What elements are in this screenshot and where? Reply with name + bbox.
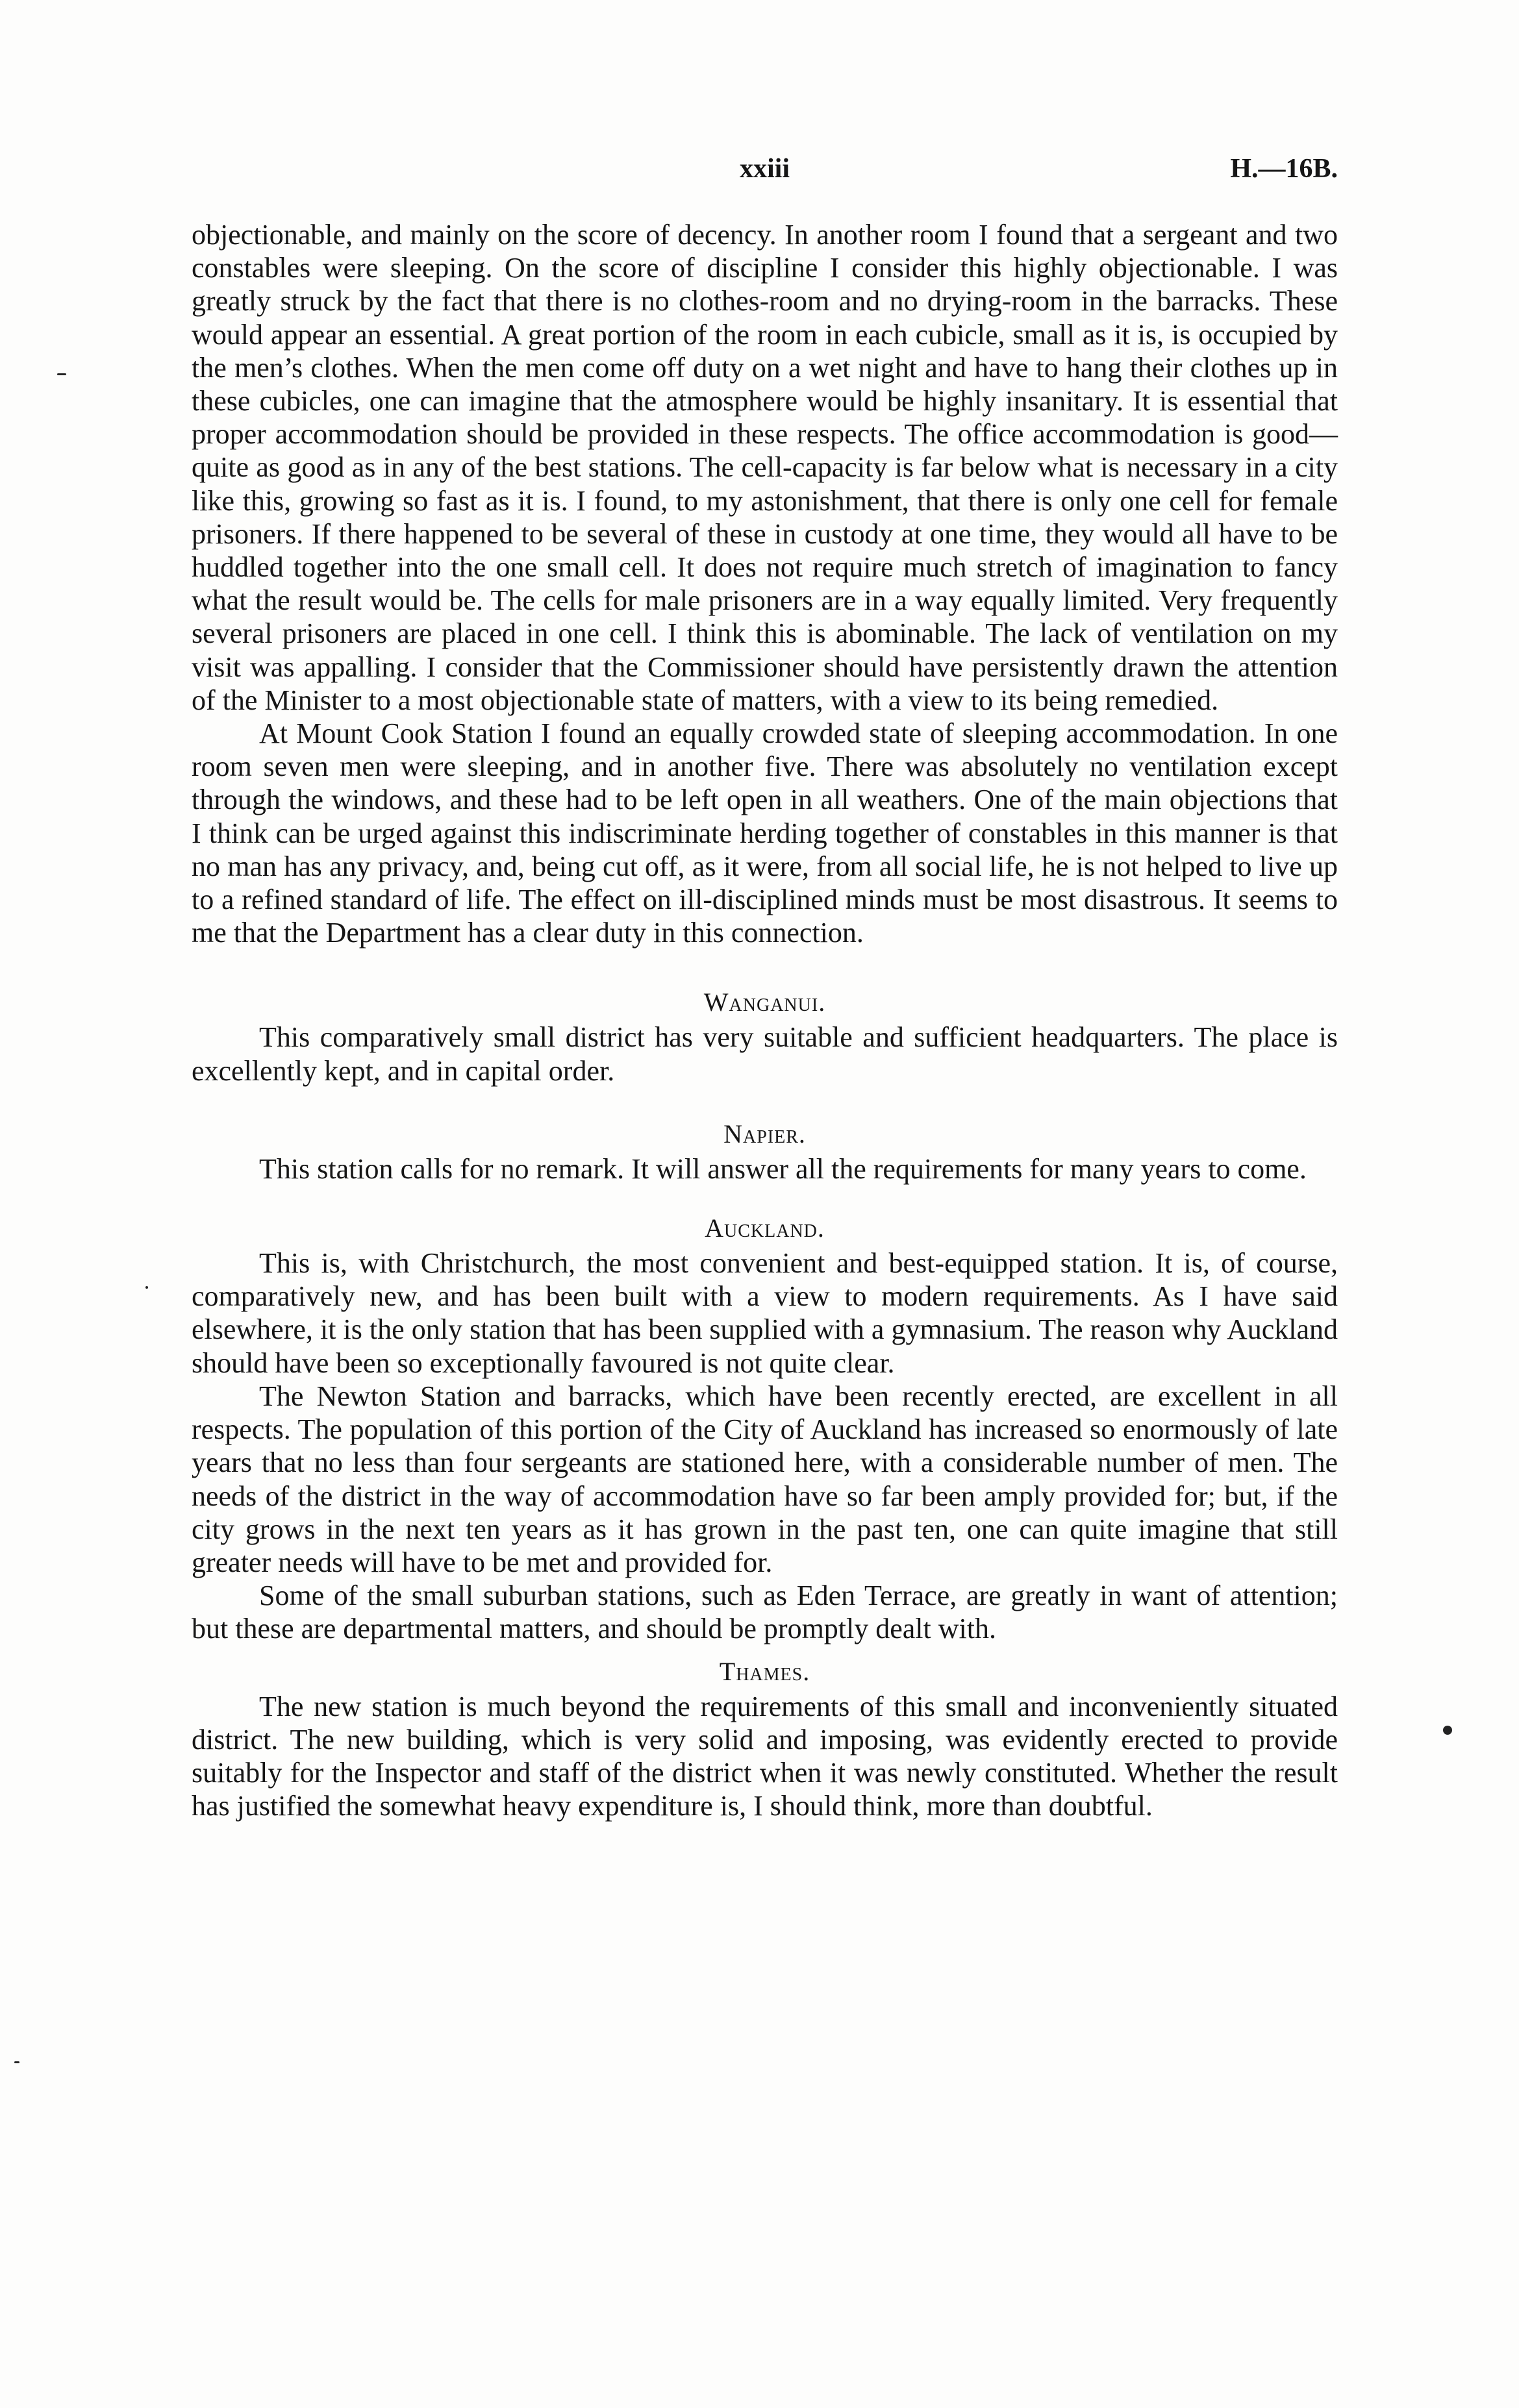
- paragraph-mount-cook: At Mount Cook Station I found an equally crowded state of sleeping accommodation. In one room seven men were sleeping, and in another five. There was absolutely no ventilation except through the windows, and these had to be left open in all weathers. One of the main objections that I think can be urged against this indiscriminate herding together of constables in this manner is that no man has any privacy, and, being cut off, as it were, from all social life, he is not helped to live up to a refined standard of life. The effect on ill-disciplined minds must be most disastrous. It seems to me that the Department has a clear duty in this connection.: [192, 717, 1338, 949]
- scan-speck: [57, 373, 66, 375]
- section-heading-thames: Thames.: [719, 1656, 810, 1686]
- paragraph-auckland-2: The Newton Station and barracks, which have been recently erected, are excellent in all respects. The population of this portion of the City of Auckland has increased so enormously of late years that no less than four sergeants are stationed here, with a considerable number of men. The needs of the district in the way of accommodation have so far been amply provided for; but, if the city grows in the next ten years as it has grown in the past ten, one can quite imagine that still greater needs will have to be met and provided for.: [192, 1380, 1338, 1578]
- section-heading-napier: Napier.: [723, 1119, 806, 1148]
- paragraph-auckland-3: Some of the small suburban stations, such as Eden Terrace, are greatly in want of attention; but these are departmental matters, and should be promptly dealt with.: [192, 1580, 1338, 1645]
- scan-speck: [145, 1286, 148, 1289]
- paragraph-thames: The new station is much beyond the requirements of this small and inconveniently situated district. The new building, which is very solid and imposing, was evidently erected to provide suitably for the Inspector and staff of the district when it was newly constituted. Whether the result has justified the somewhat heavy expenditure is, I should think, more than doubtful.: [192, 1690, 1338, 1822]
- paragraph-continued: objectionable, and mainly on the score of decency. In another room I found that a sergeant and two constables were sleeping. On the score of discipline I consider this highly objectionable. I was greatly struck by the fact that there is no clothes-room and no drying-room in the barracks. These would appear an essential. A great portion of the room in each cubicle, small as it is, is occupied by the men’s clothes. When the men come off duty on a wet night and have to hang their clothes up in these cubicles, one can imagine that the atmosphere would be highly insanitary. It is essential that proper accommodation should be provided in these respects. The office accommodation is good—quite as good as in any of the best stations. The cell-capacity is far below what is necessary in a city like this, growing so fast as it is. I found, to my astonishment, that there is only one cell for female prisoners. If there happened to be several of these in custody at one time, they would all have to be huddled together into the one small cell. It does not require much stretch of imagination to fancy what the result would be. The cells for male prisoners are in a way equally limited. Very frequently several prisoners are placed in one cell. I think this is abominable. The lack of ventilation on my visit was appalling. I consider that the Commissioner should have persistently drawn the attention of the Minister to a most objectionable state of matters, with a view to its being remedied.: [192, 219, 1338, 716]
- document-body: [192, 218, 1338, 1822]
- scan-speck: [14, 2061, 19, 2063]
- paragraph-napier: This station calls for no remark. It will answer all the requirements for many years to come.: [259, 1152, 1307, 1185]
- document-reference: H.—16B.: [1230, 154, 1338, 184]
- section-heading-wanganui: Wanganui.: [703, 987, 826, 1017]
- page-header: [192, 153, 1338, 192]
- scan-speck: [1443, 1726, 1452, 1735]
- section-heading-auckland: Auckland.: [705, 1213, 825, 1243]
- page-number: xxiii: [739, 154, 790, 184]
- paragraph-auckland-1: This is, with Christchurch, the most convenient and best-equipped station. It is, of course, comparatively new, and has been built with a view to modern requirements. As I have said elsewhere, it is the only station that has been supplied with a gymnasium. The reason why Auckland should have been so exceptionally favoured is not quite clear.: [192, 1247, 1338, 1379]
- paragraph-wanganui: This comparatively small district has very suitable and sufficient headquarters. The place is excellently kept, and in capital order.: [192, 1021, 1338, 1087]
